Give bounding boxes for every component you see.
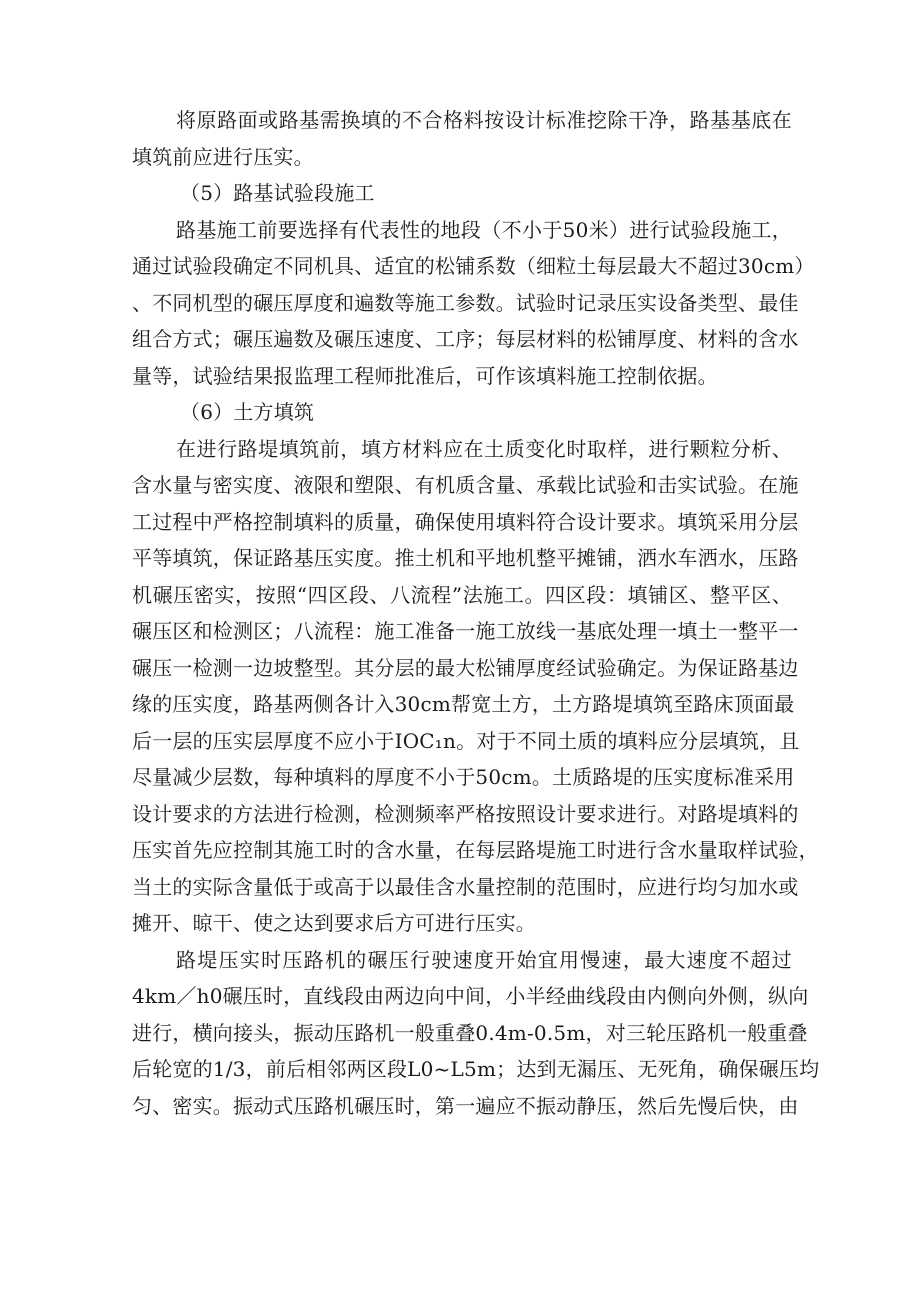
text-line: 通过试验段确定不同机具、适宜的松铺系数（细粒土每层最大不超过30cm） [132,254,815,278]
text-line: 摊开、晾干、使之达到要求后方可进行压实。 [132,911,536,935]
paragraph-trial-section [132,212,815,395]
text-line: 平等填筑，保证路基压实度。推土机和平地机整平摊铺，洒水车洒水，压路 [132,546,799,570]
text-line: 、不同机型的碾压厚度和遍数等施工参数。试验时记录压实设备类型、最佳 [132,290,799,315]
text-line: 路堤压实时压路机的碾压行驶速度开始宜用慢速，最大速度不超过 [176,947,792,972]
text-line: 4km／h0碾压时，直线段由两边向中间，小半经曲线段由内侧向外侧，纵向 [132,984,809,1008]
section-heading-6 [132,394,792,431]
text-line: 工过程中严格控制填料的质量，确保使用填料符合设计要求。填筑采用分层 [132,509,799,534]
text-line: 尽量减少层数，每种填料的厚度不小于50cm。土质路堤的压实度标准采用 [132,765,795,789]
text-line: 后一层的压实层厚度不应小于IOC₁n。对于不同土质的填料应分层填筑，且 [132,728,800,753]
text-line: 进行，横向接头，振动压路机一般重叠0.4m-0.5m，对三轮压路机一般重叠 [132,1020,808,1045]
heading-text: （6）土方填筑 [180,400,315,424]
text-line: 量等，试验结果报监理工程师批准后，可作该填料施工控制依据。 [132,363,718,388]
text-line: 后轮宽的1/3，前后相邻两区段L0~L5m；达到无漏压、无死角，确保碾压均 [132,1057,820,1081]
text-line: 碾压区和检测区；八流程：施工准备一施工放线一基底处理一填土一整平一 [132,619,799,643]
text-line: 将原路面或路基需换填的不合格料按设计标准挖除干净，路基基底在 [176,108,792,132]
section-heading-5 [132,175,792,212]
paragraph-rolling-compaction [132,942,820,1125]
paragraph-earthwork-filling [132,431,819,942]
heading-text: （5）路基试验段施工 [180,181,375,205]
text-line: 组合方式；碾压遍数及碾压速度、工序；每层材料的松铺厚度、材料的含水 [132,327,799,351]
text-line: 在进行路堤填筑前，填方材料应在土质变化时取样，进行颗粒分析、 [176,436,792,461]
text-line: 匀、密实。振动式压路机碾压时，第一遍应不振动静压，然后先慢后快，由 [132,1093,799,1118]
text-line: 机碾压密实，按照“四区段、八流程”法施工。四区段：填铺区、整平区、 [132,582,792,607]
text-line: 当土的实际含量低于或高于以最佳含水量控制的范围时，应进行均匀加水或 [132,874,799,899]
document-body [132,102,820,1124]
text-line: 碾压一检测一边坡整型。其分层的最大松铺厚度经试验确定。为保证路基边 [132,655,799,680]
paragraph-subgrade-base [132,102,792,175]
text-line: 路基施工前要选择有代表性的地段（不小于50米）进行试验段施工， [176,217,792,242]
text-line: 压实首先应控制其施工时的含水量，在每层路堤施工时进行含水量取样试验， [132,838,819,862]
text-line: 填筑前应进行压实。 [132,144,314,169]
text-line: 含水量与密实度、液限和塑限、有机质含量、承载比试验和击实试验。在施 [132,473,799,497]
text-line: 缘的压实度，路基两侧各计入30cm帮宽土方，土方路堤填筑至路床顶面最 [132,692,795,716]
text-line: 设计要求的方法进行检测，检测频率严格按照设计要求进行。对路堤填料的 [132,801,799,826]
